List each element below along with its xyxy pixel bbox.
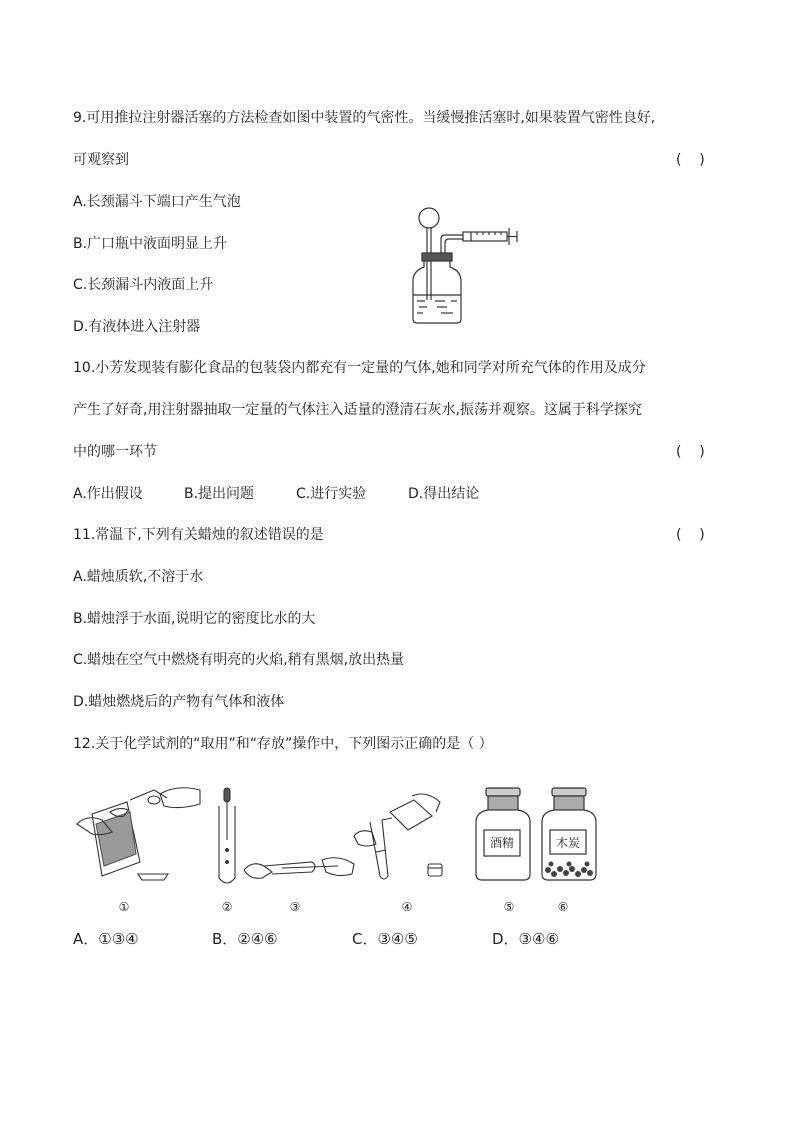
q10-answer-paren: ( ) xyxy=(676,444,705,460)
q11-option-c: C.蜡烛在空气中燃烧有明亮的火焰,稍有黑烟,放出热量 xyxy=(73,652,405,668)
figure-1-taking-solid-with-spoon xyxy=(72,784,207,889)
q9-stem-line1: 9.可用推拉注射器活塞的方法检查如图中装置的气密性。当缓慢推活塞时,如果装置气密性良好, xyxy=(73,110,656,126)
q10-stem-line1: 10.小芳发现装有膨化食品的包装袋内都充有一定量的气体,她和同学对所充气体的作用及成分 xyxy=(73,360,646,376)
figure-5-bottle xyxy=(474,786,532,882)
q9-option-b: B.广口瓶中液面明显上升 xyxy=(73,236,228,252)
figure-label-4: ④ xyxy=(401,900,413,914)
figure-label-2: ② xyxy=(221,900,233,914)
q11-stem: 11.常温下,下列有关蜡烛的叙述错误的是 xyxy=(73,527,324,543)
figure-label-5: ⑤ xyxy=(503,900,515,914)
bottle-5-label: 酒精 xyxy=(489,836,514,850)
airtightness-apparatus-figure xyxy=(405,205,535,327)
q11-option-a: A.蜡烛质软,不溶于水 xyxy=(73,569,204,585)
q9-answer-paren: ( ) xyxy=(676,152,705,168)
q10-option-c: C.进行实验 xyxy=(296,486,367,502)
figure-2-dropper-in-test-tube xyxy=(212,784,242,888)
q10-option-a: A.作出假设 xyxy=(73,486,143,502)
q11-option-d: D.蜡烛燃烧后的产物有气体和液体 xyxy=(73,694,285,710)
figure-6-bottle xyxy=(540,786,598,882)
q12-option-a: A．①③④ xyxy=(73,930,139,948)
figure-3-horizontal-test-tube xyxy=(242,852,360,888)
figure-label-3: ③ xyxy=(289,900,301,914)
figure-label-1: ① xyxy=(118,900,130,914)
q10-stem-line2: 产生了好奇,用注射器抽取一定量的气体注入适量的澄清石灰水,振荡并观察。这属于科学探究 xyxy=(73,402,642,418)
q11-option-b: B.蜡烛浮于水面,说明它的密度比水的大 xyxy=(73,611,316,627)
bottle-6-outline xyxy=(540,786,598,882)
q9-option-d: D.有液体进入注射器 xyxy=(73,319,201,335)
q10-option-d: D.得出结论 xyxy=(408,486,480,502)
q10-stem-line3: 中的哪一环节 xyxy=(73,444,157,460)
q12-option-b: B．②④⑥ xyxy=(212,930,278,948)
q9-option-c: C.长颈漏斗内液面上升 xyxy=(73,277,214,293)
q9-option-a: A.长颈漏斗下端口产生气泡 xyxy=(73,194,241,210)
q12-option-d: D．③④⑥ xyxy=(492,930,559,948)
q12-stem: 12.关于化学试剂的“取用”和“存放”操作中，下列图示正确的是（ ） xyxy=(73,736,493,752)
bottle-6-label: 木炭 xyxy=(555,836,580,850)
bottle-5-outline xyxy=(474,786,532,882)
q10-option-b: B.提出问题 xyxy=(184,486,255,502)
q9-stem-line2: 可观察到 xyxy=(73,152,129,168)
figure-4-pouring-liquid xyxy=(350,792,446,882)
figure-label-6: ⑥ xyxy=(557,900,569,914)
q12-option-c: C．③④⑤ xyxy=(352,930,418,948)
q11-answer-paren: ( ) xyxy=(676,527,705,543)
